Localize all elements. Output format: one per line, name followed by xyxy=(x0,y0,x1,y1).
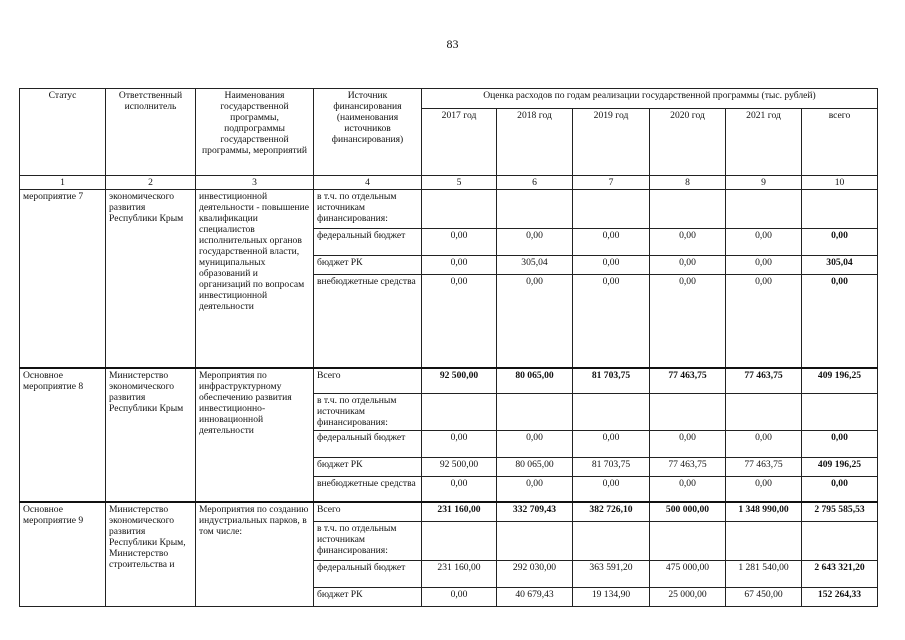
header-status: Статус xyxy=(20,89,106,176)
table-body xyxy=(20,190,878,607)
table-row xyxy=(20,190,878,229)
year-value xyxy=(422,522,497,561)
year-value: 81 703,75 xyxy=(573,458,650,477)
year-value: 0,00 xyxy=(573,275,650,369)
year-value: 0,00 xyxy=(422,275,497,369)
year-value: 40 679,43 xyxy=(497,588,573,607)
funding-source: внебюджетные средства xyxy=(314,275,422,369)
year-value: 0,00 xyxy=(422,588,497,607)
year-value: 25 000,00 xyxy=(650,588,726,607)
year-value: 0,00 xyxy=(497,431,573,458)
table-row xyxy=(20,502,878,522)
year-value xyxy=(726,394,802,431)
funding-source: Всего xyxy=(314,368,422,394)
year-value: 0,00 xyxy=(726,431,802,458)
year-value: 0,00 xyxy=(497,275,573,369)
total-value: 409 196,25 xyxy=(802,368,878,394)
block-status: Основное мероприятие 9 xyxy=(20,502,106,607)
column-index: 7 xyxy=(573,176,650,190)
block-name: Мероприятия по инфраструктурному обеспечению развития инвестиционно-инновационной деятельности xyxy=(196,368,314,502)
funding-source: бюджет РК xyxy=(314,588,422,607)
block-status: Основное мероприятие 8 xyxy=(20,368,106,502)
year-value: 0,00 xyxy=(422,256,497,275)
total-value: 0,00 xyxy=(802,431,878,458)
total-value: 409 196,25 xyxy=(802,458,878,477)
header-year: 2018 год xyxy=(497,109,573,176)
year-value xyxy=(497,394,573,431)
header-estimate: Оценка расходов по годам реализации государственной программы (тыс. рублей) xyxy=(422,89,878,109)
total-value: 2 643 321,20 xyxy=(802,561,878,588)
total-value: 0,00 xyxy=(802,477,878,503)
column-index: 10 xyxy=(802,176,878,190)
year-value: 80 065,00 xyxy=(497,368,573,394)
header-year: 2017 год xyxy=(422,109,497,176)
header-total: всего xyxy=(802,109,878,176)
funding-source: внебюджетные средства xyxy=(314,477,422,503)
year-value xyxy=(650,394,726,431)
total-value: 305,04 xyxy=(802,256,878,275)
year-value xyxy=(650,190,726,229)
year-value: 0,00 xyxy=(726,229,802,256)
total-value: 2 795 585,53 xyxy=(802,502,878,522)
year-value: 0,00 xyxy=(422,477,497,503)
block-name: Мероприятия по созданию индустриальных парков, в том числе: xyxy=(196,502,314,607)
column-index: 3 xyxy=(196,176,314,190)
total-value: 0,00 xyxy=(802,275,878,369)
year-value: 231 160,00 xyxy=(422,502,497,522)
year-value: 80 065,00 xyxy=(497,458,573,477)
year-value xyxy=(726,190,802,229)
page-number: 83 xyxy=(446,37,459,51)
column-index: 6 xyxy=(497,176,573,190)
year-value: 0,00 xyxy=(650,256,726,275)
year-value: 1 348 990,00 xyxy=(726,502,802,522)
year-value xyxy=(573,394,650,431)
block-executor: Министерство экономического развития Республики Крым xyxy=(106,368,196,502)
year-value: 363 591,20 xyxy=(573,561,650,588)
funding-source: в т.ч. по отдельным источникам финансирования: xyxy=(314,522,422,561)
header-name: Наименования государственной программы, подпрограммы государственной программы, мероприятий xyxy=(196,89,314,176)
year-value xyxy=(497,190,573,229)
column-index: 8 xyxy=(650,176,726,190)
year-value: 0,00 xyxy=(650,275,726,369)
column-index: 9 xyxy=(726,176,802,190)
year-value: 0,00 xyxy=(573,256,650,275)
funding-source: бюджет РК xyxy=(314,256,422,275)
header-source: Источник финансирования (наименования источников финансирования) xyxy=(314,89,422,176)
total-value xyxy=(802,522,878,561)
year-value: 19 134,90 xyxy=(573,588,650,607)
table-row xyxy=(20,368,878,394)
block-executor: экономического развития Республики Крым xyxy=(106,190,196,369)
year-value xyxy=(497,522,573,561)
year-value xyxy=(422,394,497,431)
total-value xyxy=(802,394,878,431)
year-value: 0,00 xyxy=(573,229,650,256)
year-value: 77 463,75 xyxy=(650,458,726,477)
year-value: 92 500,00 xyxy=(422,368,497,394)
year-value: 0,00 xyxy=(726,256,802,275)
year-value: 0,00 xyxy=(726,275,802,369)
year-value: 0,00 xyxy=(422,431,497,458)
year-value: 77 463,75 xyxy=(726,458,802,477)
year-value: 0,00 xyxy=(650,229,726,256)
funding-source: Всего xyxy=(314,502,422,522)
year-value: 382 726,10 xyxy=(573,502,650,522)
year-value: 475 000,00 xyxy=(650,561,726,588)
header-year: 2020 год xyxy=(650,109,726,176)
year-value: 1 281 540,00 xyxy=(726,561,802,588)
header-year: 2021 год xyxy=(726,109,802,176)
header-year: 2019 год xyxy=(573,109,650,176)
block-executor: Министерство экономического развития Республики Крым, Министерство строительства и xyxy=(106,502,196,607)
year-value xyxy=(422,190,497,229)
block-name: инвестиционной деятельности - повышение квалификации специалистов исполнительных органов государственной власти, муниципальных образований и организаций по вопросам инвестиционной деятельности xyxy=(196,190,314,369)
year-value: 77 463,75 xyxy=(650,368,726,394)
budget-table xyxy=(19,88,878,607)
year-value xyxy=(573,522,650,561)
year-value: 0,00 xyxy=(497,229,573,256)
block-status: мероприятие 7 xyxy=(20,190,106,369)
funding-source: федеральный бюджет xyxy=(314,561,422,588)
year-value: 0,00 xyxy=(650,431,726,458)
column-index: 1 xyxy=(20,176,106,190)
year-value: 0,00 xyxy=(573,431,650,458)
year-value: 77 463,75 xyxy=(726,368,802,394)
year-value: 0,00 xyxy=(497,477,573,503)
column-index: 5 xyxy=(422,176,497,190)
year-value: 292 030,00 xyxy=(497,561,573,588)
year-value: 0,00 xyxy=(650,477,726,503)
year-value: 0,00 xyxy=(573,477,650,503)
funding-source: в т.ч. по отдельным источникам финансирования: xyxy=(314,190,422,229)
year-value: 0,00 xyxy=(726,477,802,503)
year-value: 81 703,75 xyxy=(573,368,650,394)
year-value: 305,04 xyxy=(497,256,573,275)
total-value: 0,00 xyxy=(802,229,878,256)
total-value: 152 264,33 xyxy=(802,588,878,607)
year-value: 0,00 xyxy=(422,229,497,256)
funding-source: федеральный бюджет xyxy=(314,431,422,458)
column-index: 4 xyxy=(314,176,422,190)
column-index: 2 xyxy=(106,176,196,190)
year-value: 92 500,00 xyxy=(422,458,497,477)
year-value: 231 160,00 xyxy=(422,561,497,588)
funding-source: в т.ч. по отдельным источникам финансирования: xyxy=(314,394,422,431)
header-executor: Ответственный исполнитель xyxy=(106,89,196,176)
year-value xyxy=(650,522,726,561)
year-value: 500 000,00 xyxy=(650,502,726,522)
funding-source: федеральный бюджет xyxy=(314,229,422,256)
funding-source: бюджет РК xyxy=(314,458,422,477)
total-value xyxy=(802,190,878,229)
year-value: 67 450,00 xyxy=(726,588,802,607)
year-value: 332 709,43 xyxy=(497,502,573,522)
year-value xyxy=(726,522,802,561)
year-value xyxy=(573,190,650,229)
